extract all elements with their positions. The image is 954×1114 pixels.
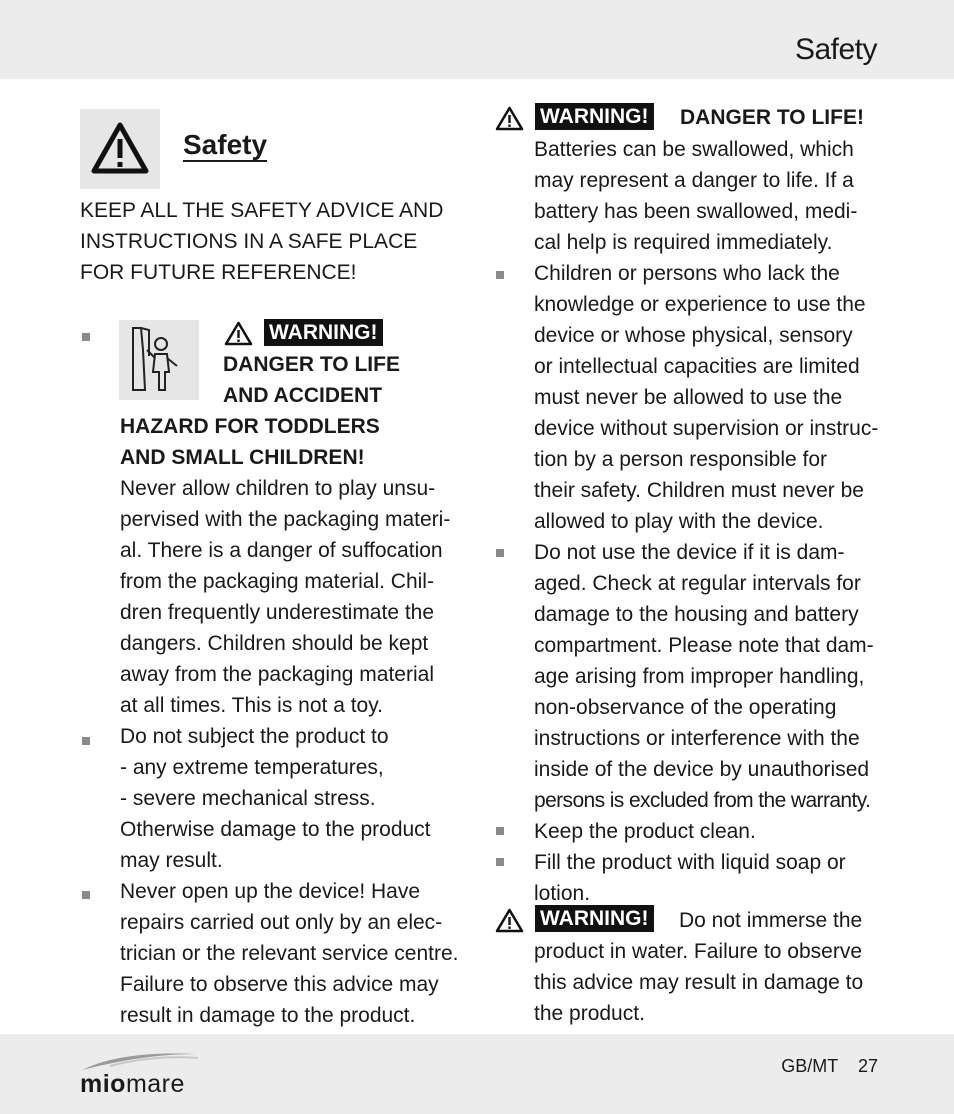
paragraph-line: compartment. Please note that dam- xyxy=(534,634,874,657)
header-title: Safety xyxy=(794,33,877,66)
paragraph-line: damage to the housing and battery xyxy=(534,603,859,626)
bullet-icon xyxy=(496,827,504,835)
warning-badge: WARNING! xyxy=(535,905,654,932)
logo-bold-part: mio xyxy=(80,1070,126,1098)
paragraph-line: persons is excluded from the warranty. xyxy=(534,789,871,812)
paragraph-line: Fill the product with liquid soap or xyxy=(534,851,846,874)
page-footer xyxy=(0,1034,954,1114)
paragraph-line: - any extreme temperatures, xyxy=(120,756,384,779)
paragraph-line: Do not subject the product to xyxy=(120,725,389,748)
paragraph-line: lotion. xyxy=(534,882,591,905)
warning-badge: WARNING! xyxy=(535,103,654,130)
paragraph-line: age arising from improper handling, xyxy=(534,665,865,688)
bullet-icon xyxy=(82,891,90,899)
paragraph-line: Keep the product clean. xyxy=(534,820,756,843)
paragraph-line: dangers. Children should be kept xyxy=(120,632,429,655)
paragraph-line: Batteries can be swallowed, which xyxy=(534,138,854,161)
section-title: Safety xyxy=(183,129,268,160)
paragraph-line: aged. Check at regular intervals for xyxy=(534,572,861,595)
logo-wordmark xyxy=(80,1070,185,1099)
bullet-icon xyxy=(82,333,90,341)
warning-heading-line: AND SMALL CHILDREN! xyxy=(120,446,365,469)
page-header xyxy=(0,0,954,79)
paragraph-line: from the packaging material. Chil- xyxy=(120,570,434,593)
paragraph-line: knowledge or experience to use the xyxy=(534,293,866,316)
paragraph-line: this advice may result in damage to xyxy=(534,971,864,994)
paragraph-line: the product. xyxy=(534,1002,645,1025)
paragraph-line: pervised with the packaging materi- xyxy=(120,508,451,531)
paragraph-line: result in damage to the product. xyxy=(120,1004,416,1027)
paragraph-line: cal help is required immediately. xyxy=(534,231,833,254)
paragraph-line: may represent a danger to life. If a xyxy=(534,169,854,192)
paragraph-line: their safety. Children must never be xyxy=(534,479,864,502)
warning-heading-line: DANGER TO LIFE xyxy=(223,353,400,376)
paragraph-line: non-observance of the operating xyxy=(534,696,837,719)
warning-triangle-icon xyxy=(80,109,160,189)
warning-heading: DANGER TO LIFE! xyxy=(680,106,864,129)
paragraph-line: away from the packaging material xyxy=(120,663,434,686)
notice-line: FOR FUTURE REFERENCE! xyxy=(80,261,357,284)
paragraph-line: battery has been swallowed, medi- xyxy=(534,200,858,223)
paragraph-line: dren frequently underestimate the xyxy=(120,601,435,624)
warning-triangle-icon xyxy=(495,908,524,933)
paragraph-line: Children or persons who lack the xyxy=(534,262,840,285)
page-number: GB/MT 27 xyxy=(781,1056,878,1076)
paragraph-line: Do not use the device if it is dam- xyxy=(534,541,845,564)
paragraph-line: may result. xyxy=(120,849,223,872)
warning-triangle-icon xyxy=(495,106,524,131)
notice-line: KEEP ALL THE SAFETY ADVICE AND xyxy=(80,199,444,222)
keep-instructions-notice xyxy=(80,195,480,288)
warning-heading-line: HAZARD FOR TODDLERS xyxy=(120,415,380,438)
bullet-icon xyxy=(82,737,90,745)
paragraph-line: repairs carried out only by an elec- xyxy=(120,911,443,934)
warning-badge: WARNING! xyxy=(264,319,383,346)
child-with-bag-icon xyxy=(119,320,199,400)
warning-triangle-icon xyxy=(224,321,253,346)
bullet-icon xyxy=(496,858,504,866)
paragraph-line: Never open up the device! Have xyxy=(120,880,421,903)
section-warning-icon-box xyxy=(80,109,160,189)
bullet-icon xyxy=(496,549,504,557)
paragraph-line: device without supervision or instruc- xyxy=(534,417,879,440)
paragraph-line: must never be allowed to use the xyxy=(534,386,843,409)
paragraph-line: device or whose physical, sensory xyxy=(534,324,853,347)
paragraph-line: al. There is a danger of suffocation xyxy=(120,539,443,562)
notice-line: INSTRUCTIONS IN A SAFE PLACE xyxy=(80,230,418,253)
paragraph-line: Never allow children to play unsu- xyxy=(120,477,436,500)
paragraph-line: Do not immerse the xyxy=(679,909,863,932)
paragraph-line: allowed to play with the device. xyxy=(534,510,824,533)
paragraph-line: - severe mechanical stress. xyxy=(120,787,376,810)
paragraph-line: instructions or interference with the xyxy=(534,727,860,750)
paragraph-line: trician or the relevant service centre. xyxy=(120,942,459,965)
bullet-icon xyxy=(496,271,504,279)
toddler-packaging-icon-box xyxy=(119,320,199,400)
paragraph-line: at all times. This is not a toy. xyxy=(120,694,383,717)
paragraph-line: inside of the device by unauthorised xyxy=(534,758,870,781)
warning-heading-line: AND ACCIDENT xyxy=(223,384,383,407)
logo-light-part: mare xyxy=(125,1070,185,1098)
miomare-logo xyxy=(80,1048,200,1098)
paragraph-line: product in water. Failure to observe xyxy=(534,940,863,963)
paragraph-line: Failure to observe this advice may xyxy=(120,973,439,996)
paragraph-line: tion by a person responsible for xyxy=(534,448,828,471)
paragraph-line: or intellectual capacities are limited xyxy=(534,355,860,378)
paragraph-line: Otherwise damage to the product xyxy=(120,818,431,841)
